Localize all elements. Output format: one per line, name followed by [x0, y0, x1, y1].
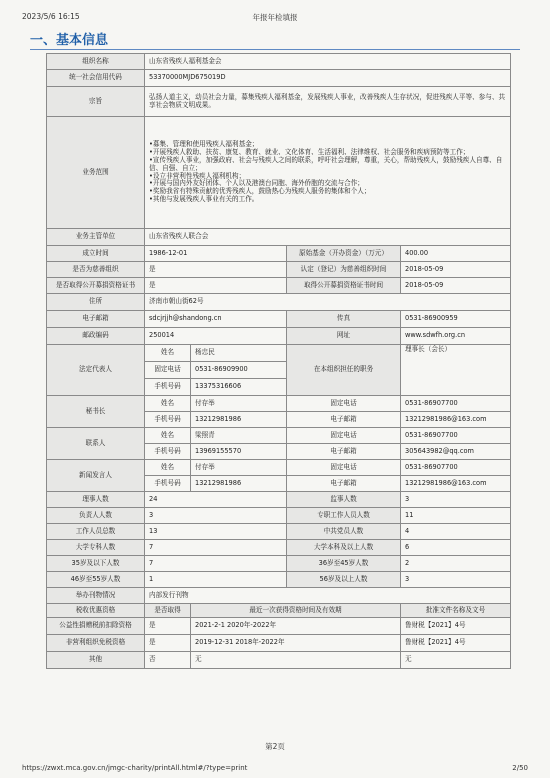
tax-got: 否 [145, 652, 191, 669]
spokesman-email-value: 13212981986@163.com [401, 476, 511, 492]
table-row [47, 246, 511, 262]
fund-label: 原始基金（开办资金）（万元） [287, 246, 401, 262]
scope-item: •募集、管理和使用残疾人福利基金； [149, 139, 259, 148]
cert-time-value: 2018-05-09 [401, 262, 511, 278]
secretary-email-label: 电子邮箱 [287, 412, 401, 428]
table-row [47, 460, 511, 476]
print-title: 年报年检填报 [252, 13, 298, 22]
spokesman-name-label: 姓名 [145, 460, 191, 476]
table-row [47, 278, 511, 294]
scope-item: •开展与国内外友好团体、个人以及港澳台同胞、海外侨胞的交流与合作； [149, 179, 364, 188]
website-label: 网址 [287, 328, 401, 345]
scope-label: 业务范围 [47, 117, 145, 229]
legal-phone-value: 0531-86909900 [191, 362, 287, 379]
table-row [47, 618, 511, 635]
stat-label: 56岁及以上人数 [287, 572, 401, 588]
stat-value: 4 [401, 524, 511, 540]
stat-label: 35岁及以下人数 [47, 556, 145, 572]
contact-mobile-label: 手机号码 [145, 444, 191, 460]
table-row [47, 311, 511, 328]
tax-time: 2019-12-31 2018年-2022年 [191, 635, 401, 652]
spokesman-phone-label: 固定电话 [287, 460, 401, 476]
section-divider [30, 49, 520, 50]
legal-mobile-value: 13375316606 [191, 379, 287, 396]
secretary-label: 秘书长 [47, 396, 145, 428]
tax-header-cell: 最近一次获得资格时间及有效期 [191, 604, 401, 618]
stat-value: 3 [401, 492, 511, 508]
stat-value: 7 [145, 556, 287, 572]
tax-doc: 鲁财税【2021】4号 [401, 635, 511, 652]
stat-label: 36岁至45岁人数 [287, 556, 401, 572]
table-row [47, 294, 511, 311]
fund-value: 400.00 [401, 246, 511, 262]
print-page-count: 2/50 [512, 764, 528, 772]
charity-label: 是否为慈善组织 [47, 262, 145, 278]
tax-time: 无 [191, 652, 401, 669]
table-row [47, 328, 511, 345]
purpose-value: 弘扬人道主义，动员社会力量，募集残疾人福利基金，发展残疾人事业，改善残疾人生存状况，促进残疾人平等、参与、共享社会物质文明成果。 [145, 87, 511, 117]
stat-label: 监事人数 [287, 492, 401, 508]
table-row [47, 508, 511, 524]
table-row [47, 524, 511, 540]
table-row [47, 70, 511, 87]
table-row [47, 229, 511, 246]
legal-rep-label: 法定代表人 [47, 345, 145, 396]
address-value: 济南市朝山街62号 [145, 294, 511, 311]
stat-value: 24 [145, 492, 287, 508]
table-row [47, 572, 511, 588]
fax-label: 传真 [287, 311, 401, 328]
credit-code-value: 53370000MJD675019D [145, 70, 511, 87]
scope-item: •设立非营利性残疾人福利机构； [149, 171, 246, 180]
page-number: 第2页 [265, 742, 285, 751]
table-row [47, 635, 511, 652]
spokesman-label: 新闻发言人 [47, 460, 145, 492]
tax-name: 公益性捐赠税前扣除资格 [47, 618, 145, 635]
basic-info-table [46, 53, 511, 669]
spokesman-phone-value: 0531-86907700 [401, 460, 511, 476]
spokesman-email-label: 电子邮箱 [287, 476, 401, 492]
scope-item: •其他与发展残疾人事业有关的工作。 [149, 195, 259, 204]
secretary-name-label: 姓名 [145, 396, 191, 412]
stat-label: 理事人数 [47, 492, 145, 508]
tax-got: 是 [145, 635, 191, 652]
spokesman-mobile-value: 13212981986 [191, 476, 287, 492]
stat-label: 中共党员人数 [287, 524, 401, 540]
stat-value: 6 [401, 540, 511, 556]
email-label: 电子邮箱 [47, 311, 145, 328]
table-row [47, 540, 511, 556]
stat-label: 工作人员总数 [47, 524, 145, 540]
stat-value: 11 [401, 508, 511, 524]
org-name-value: 山东省残疾人福利基金会 [145, 54, 511, 70]
spokesman-mobile-label: 手机号码 [145, 476, 191, 492]
est-value: 1986-12-01 [145, 246, 287, 262]
secretary-mobile-label: 手机号码 [145, 412, 191, 428]
contact-label: 联系人 [47, 428, 145, 460]
email-value: sdcjrjjh@shandong.cn [145, 311, 287, 328]
scope-value [145, 117, 511, 229]
stat-label: 46岁至55岁人数 [47, 572, 145, 588]
table-row [47, 54, 511, 70]
spokesman-name-value: 付存举 [191, 460, 287, 476]
stat-value: 2 [401, 556, 511, 572]
table-row [47, 262, 511, 278]
contact-phone-label: 固定电话 [287, 428, 401, 444]
tax-header-cell: 税收优惠资格 [47, 604, 145, 618]
stat-label: 大学专科人数 [47, 540, 145, 556]
tax-name: 其他 [47, 652, 145, 669]
stat-value: 3 [401, 572, 511, 588]
org-name-label: 组织名称 [47, 54, 145, 70]
stat-label: 大学本科及以上人数 [287, 540, 401, 556]
table-row [47, 87, 511, 117]
scope-item: •开展残疾人救助、扶贫、康复、教育、就业、文化体育、生活福利、法律维权、社会服务和疾病预防等工作； [149, 147, 470, 156]
est-label: 成立时间 [47, 246, 145, 262]
secretary-mobile-value: 13212981986 [191, 412, 287, 428]
stat-label: 专职工作人员人数 [287, 508, 401, 524]
purpose-label: 宗旨 [47, 87, 145, 117]
authority-label: 业务主管单位 [47, 229, 145, 246]
table-row [47, 556, 511, 572]
tax-name: 非营利组织免税资格 [47, 635, 145, 652]
charity-value: 是 [145, 262, 287, 278]
tax-doc: 鲁财税【2021】4号 [401, 618, 511, 635]
print-header [22, 12, 528, 24]
contact-email-label: 电子邮箱 [287, 444, 401, 460]
legal-phone-label: 固定电话 [145, 362, 191, 379]
legal-position-label: 在本组织担任的职务 [287, 345, 401, 396]
credit-code-label: 统一社会信用代码 [47, 70, 145, 87]
tax-doc: 无 [401, 652, 511, 669]
stat-value: 7 [145, 540, 287, 556]
table-row [47, 428, 511, 444]
contact-phone-value: 0531-86907700 [401, 428, 511, 444]
table-row [47, 345, 511, 362]
cert-time-label: 认定（登记）为慈善组织时间 [287, 262, 401, 278]
scope-item: •奖励我省有特殊贡献的优秀残疾人，鼓励热心为残疾人服务的集体和个人； [149, 187, 371, 196]
secretary-name-value: 付存举 [191, 396, 287, 412]
stat-label: 负责人人数 [47, 508, 145, 524]
table-row [47, 396, 511, 412]
secretary-phone-value: 0531-86907700 [401, 396, 511, 412]
stat-value: 1 [145, 572, 287, 588]
table-row [47, 117, 511, 229]
publication-label: 举办刊物情况 [47, 588, 145, 604]
legal-name-value: 杨忠民 [191, 345, 287, 362]
website-value: www.sdwfh.org.cn [401, 328, 511, 345]
scope-item: •宣传残疾人事业，加强政府、社会与残疾人之间的联系，呼吁社会理解，尊重，关心，帮助残疾人，鼓励残疾人自尊、自信、自强、自立； [149, 155, 503, 172]
section-title: 一、基本信息 [30, 33, 109, 48]
contact-mobile-value: 13969155570 [191, 444, 287, 460]
zip-label: 邮政编码 [47, 328, 145, 345]
table-row [47, 604, 511, 618]
tax-got: 是 [145, 618, 191, 635]
contact-email-value: 305643982@qq.com [401, 444, 511, 460]
contact-name-value: 梁照青 [191, 428, 287, 444]
print-url: https://zwxt.mca.gov.cn/jmgc-charity/printAll.html#/?type=print [22, 764, 248, 772]
authority-value: 山东省残疾人联合会 [145, 229, 511, 246]
secretary-email-value: 13212981986@163.com [401, 412, 511, 428]
legal-position-value: 理事长（会长） [401, 345, 511, 396]
table-row [47, 652, 511, 669]
legal-mobile-label: 手机号码 [145, 379, 191, 396]
address-label: 住所 [47, 294, 145, 311]
pub-time-value: 2018-05-09 [401, 278, 511, 294]
secretary-phone-label: 固定电话 [287, 396, 401, 412]
publication-value: 内部发行刊物 [145, 588, 511, 604]
fax-value: 0531-86900959 [401, 311, 511, 328]
table-row [47, 492, 511, 508]
contact-name-label: 姓名 [145, 428, 191, 444]
pub-time-label: 取得公开募捐资格证书时间 [287, 278, 401, 294]
tax-header-cell: 是否取得 [145, 604, 191, 618]
pub-cert-label: 是否取得公开募捐资格证书 [47, 278, 145, 294]
legal-name-label: 姓名 [145, 345, 191, 362]
pub-cert-value: 是 [145, 278, 287, 294]
table-row [47, 588, 511, 604]
tax-time: 2021-2-1 2020年-2022年 [191, 618, 401, 635]
print-datetime: 2023/5/6 16:15 [22, 12, 80, 21]
tax-header-cell: 批准文件名称及文号 [401, 604, 511, 618]
stat-value: 3 [145, 508, 287, 524]
stat-value: 13 [145, 524, 287, 540]
zip-value: 250014 [145, 328, 287, 345]
